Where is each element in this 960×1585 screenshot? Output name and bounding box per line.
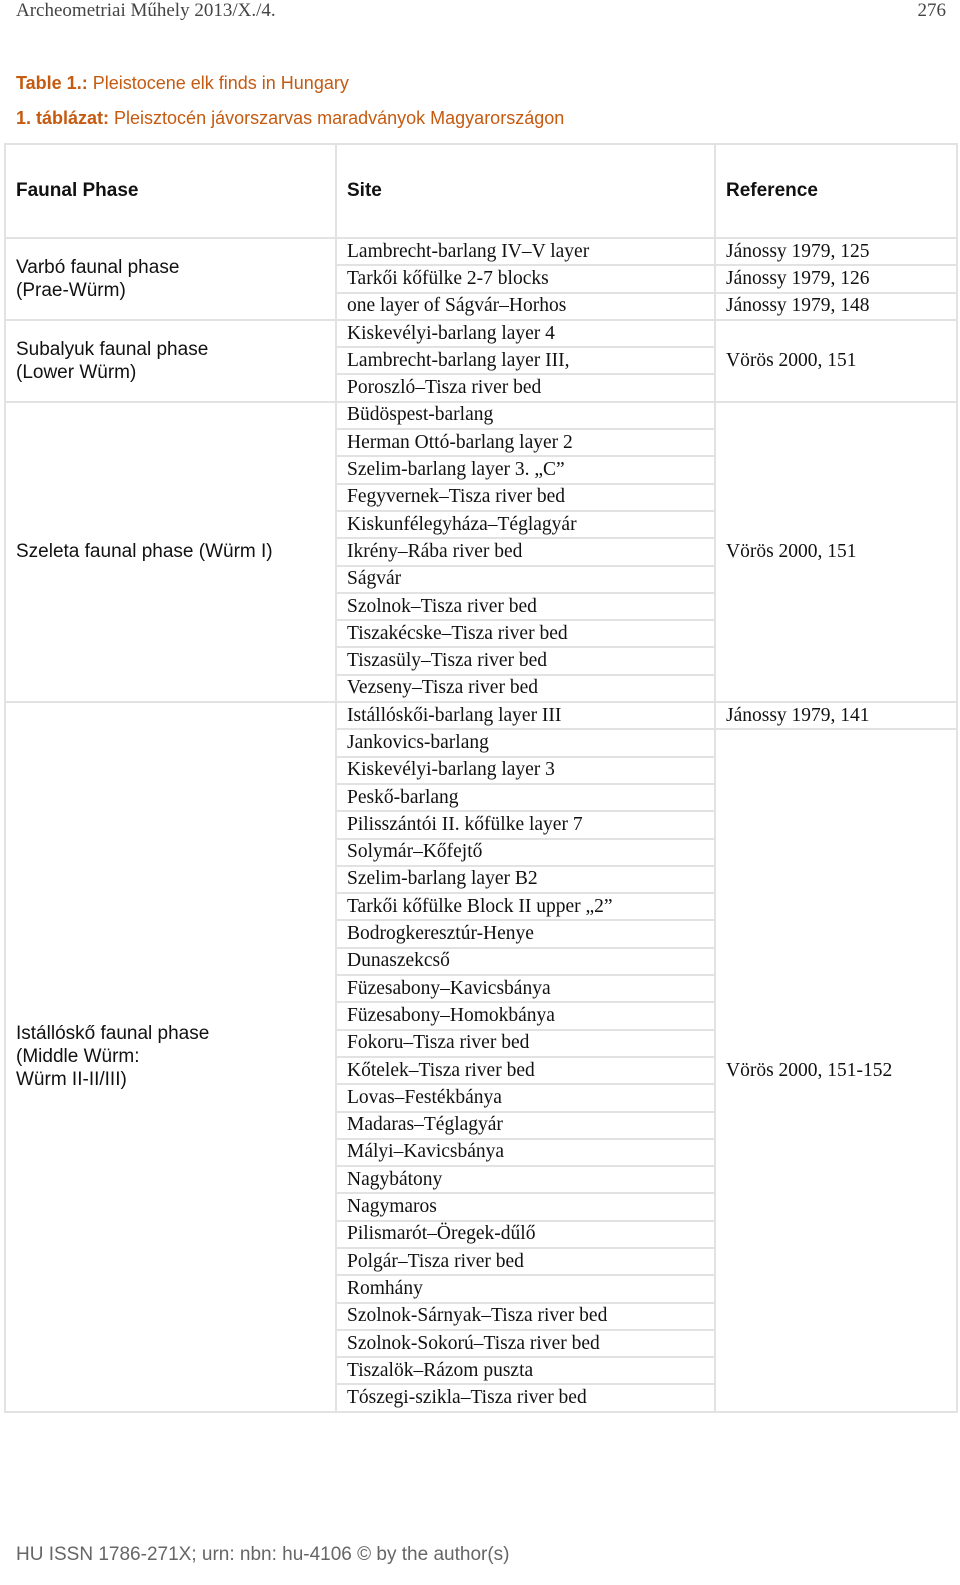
- site-cell: Istállóskői-barlang layer III: [336, 702, 715, 729]
- site-cell: Jankovics-barlang: [336, 729, 715, 756]
- site-cell: Nagybátony: [336, 1166, 715, 1193]
- issn-footer: HU ISSN 1786-271X; urn: nbn: hu-4106 © by the author(s): [16, 1544, 510, 1565]
- faunal-phase-line: Würm II-II/III): [16, 1069, 127, 1091]
- faunal-phase-line: (Middle Würm:: [16, 1046, 140, 1068]
- site-cell: Madaras–Téglagyár: [336, 1112, 715, 1139]
- site-cell: Lambrecht-barlang layer III,: [336, 347, 715, 374]
- site-cell: Ikrény–Rába river bed: [336, 538, 715, 565]
- site-cell: Poroszló–Tisza river bed: [336, 374, 715, 401]
- reference-cell: Vörös 2000, 151: [715, 320, 957, 402]
- site-cell: Tarkői kőfülke 2-7 blocks: [336, 265, 715, 292]
- site-cell: Büdöspest-barlang: [336, 402, 715, 429]
- faunal-phase-line: Istállóskő faunal phase: [16, 1023, 210, 1045]
- site-cell: Romhány: [336, 1275, 715, 1302]
- site-cell: Mályi–Kavicsbánya: [336, 1139, 715, 1166]
- faunal-phase-cell: [5, 320, 336, 402]
- site-cell: Vezseny–Tisza river bed: [336, 675, 715, 702]
- faunal-phase-cell: [5, 702, 336, 1412]
- site-cell: Tószegi-szikla–Tisza river bed: [336, 1384, 715, 1411]
- site-cell: Kiskevélyi-barlang layer 4: [336, 320, 715, 347]
- table-row: [5, 320, 957, 347]
- table-row: [5, 402, 957, 429]
- site-cell: Tiszalök–Rázom puszta: [336, 1357, 715, 1384]
- site-cell: Nagymaros: [336, 1193, 715, 1220]
- column-header-site: Site: [336, 144, 715, 238]
- reference-cell: Jánossy 1979, 125: [715, 238, 957, 265]
- site-cell: Szolnok–Tisza river bed: [336, 593, 715, 620]
- site-cell: Kiskevélyi-barlang layer 3: [336, 757, 715, 784]
- column-header-faunal-phase: Faunal Phase: [5, 144, 336, 238]
- site-cell: Kőtelek–Tisza river bed: [336, 1057, 715, 1084]
- site-cell: Szolnok-Sokorú–Tisza river bed: [336, 1330, 715, 1357]
- site-cell: Polgár–Tisza river bed: [336, 1248, 715, 1275]
- page-number: 276: [917, 0, 946, 21]
- table-caption-hungarian: [16, 108, 564, 129]
- faunal-phase-cell: [5, 402, 336, 702]
- site-cell: Lovas–Festékbánya: [336, 1084, 715, 1111]
- table-body: [5, 144, 957, 1412]
- caption-label: Table 1.:: [16, 73, 88, 93]
- site-cell: Szelim-barlang layer B2: [336, 866, 715, 893]
- elk-finds-table: [4, 143, 958, 1413]
- faunal-phase-cell: [5, 238, 336, 320]
- site-cell: Fegyvernek–Tisza river bed: [336, 484, 715, 511]
- site-cell: Peskő-barlang: [336, 784, 715, 811]
- site-cell: Szolnok-Sárnyak–Tisza river bed: [336, 1303, 715, 1330]
- reference-cell: Jánossy 1979, 141: [715, 702, 957, 729]
- site-cell: Tarkői kőfülke Block II upper „2”: [336, 893, 715, 920]
- site-cell: Dunaszekcső: [336, 948, 715, 975]
- site-cell: Tiszakécske–Tisza river bed: [336, 620, 715, 647]
- caption-text: Pleisztocén jávorszarvas maradványok Magyarországon: [109, 108, 565, 128]
- site-cell: Fokoru–Tisza river bed: [336, 1030, 715, 1057]
- reference-cell: Jánossy 1979, 126: [715, 265, 957, 292]
- journal-header: Archeometriai Műhely 2013/X./4.: [16, 0, 276, 21]
- faunal-phase-line: (Lower Würm): [16, 361, 137, 383]
- table-row: [5, 238, 957, 265]
- reference-cell: Jánossy 1979, 148: [715, 293, 957, 320]
- caption-text: Pleistocene elk finds in Hungary: [87, 73, 349, 93]
- reference-cell: Vörös 2000, 151: [715, 402, 957, 702]
- caption-label: 1. táblázat:: [16, 108, 110, 128]
- site-cell: Solymár–Kőfejtő: [336, 839, 715, 866]
- table-header-row: [5, 144, 957, 238]
- site-cell: Herman Ottó-barlang layer 2: [336, 429, 715, 456]
- site-cell: Füzesabony–Kavicsbánya: [336, 975, 715, 1002]
- site-cell: one layer of Ságvár–Horhos: [336, 293, 715, 320]
- reference-cell: Vörös 2000, 151-152: [715, 729, 957, 1411]
- table-caption-english: [16, 73, 349, 94]
- table-row: [5, 702, 957, 729]
- site-cell: Tiszasüly–Tisza river bed: [336, 647, 715, 674]
- site-cell: Lambrecht-barlang IV–V layer: [336, 238, 715, 265]
- site-cell: Bodrogkeresztúr-Henye: [336, 920, 715, 947]
- site-cell: Füzesabony–Homokbánya: [336, 1002, 715, 1029]
- site-cell: Kiskunfélegyháza–Téglagyár: [336, 511, 715, 538]
- site-cell: Ságvár: [336, 566, 715, 593]
- faunal-phase-line: Szeleta faunal phase (Würm I): [16, 541, 273, 563]
- faunal-phase-line: Varbó faunal phase: [16, 256, 180, 278]
- site-cell: Pilisszántói II. kőfülke layer 7: [336, 811, 715, 838]
- faunal-phase-line: (Prae-Würm): [16, 279, 126, 301]
- site-cell: Szelim-barlang layer 3. „C”: [336, 456, 715, 483]
- site-cell: Pilismarót–Öregek-dűlő: [336, 1221, 715, 1248]
- column-header-reference: Reference: [715, 144, 957, 238]
- faunal-phase-line: Subalyuk faunal phase: [16, 338, 209, 360]
